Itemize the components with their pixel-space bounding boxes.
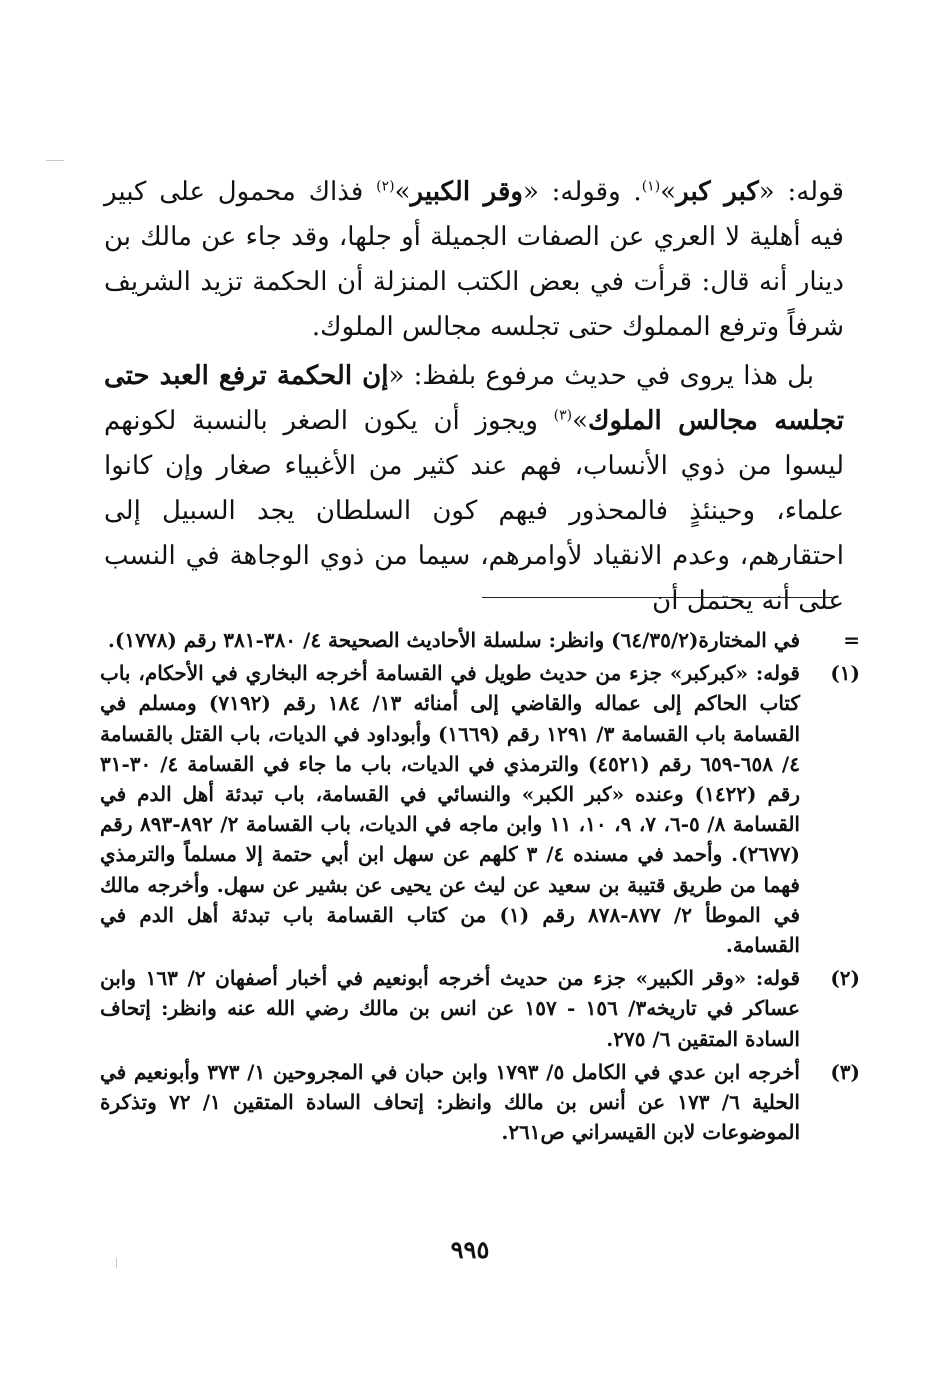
text-run: »	[572, 406, 589, 436]
footnote-continuation	[100, 625, 860, 655]
footnote-divider	[482, 597, 832, 598]
footnote-ref[interactable]: (٣)	[553, 407, 573, 424]
quoted-phrase: وقر الكبير	[410, 177, 523, 207]
footnote-2	[100, 963, 860, 1054]
footnote-text: أخرجه ابن عدي في الكامل ٥/ ١٧٩٣ وابن حبان في المجروحين ١/ ٣٧٣ وأبونعيم في الحلية ٦/ ١٧٣ عن أنس بن مالك وانظر: إتحاف السادة المتقين ١/ ٧٢ وتذكرة الموضوعات لابن القيسراني ص٢٦١.	[100, 1059, 800, 1145]
footnote-ref[interactable]: (١)	[641, 178, 661, 195]
scan-mark	[116, 1258, 117, 1268]
text-run: . وقوله: «	[522, 177, 642, 207]
paragraph-1	[104, 170, 844, 350]
footnote-number: (١)	[830, 661, 860, 686]
text-run: »	[394, 177, 411, 207]
footnote-number: (٣)	[830, 1059, 860, 1084]
text-run: بل هذا يروى في حديث مرفوع بلفظ: «	[388, 361, 814, 391]
footnote-text: قوله: «وقر الكبير» جزء من حديث أخرجه أبونعيم في أخبار أصفهان ٢/ ١٦٣ وابن عساكر في تاريخه٣/ ١٥٦ - ١٥٧ عن انس بن مالك رضي الله عنه وانظر: إتحاف السادة المتقين ٦/ ٢٧٥.	[100, 966, 801, 1051]
scan-mark	[46, 160, 64, 161]
footnote-text: في المختارة(٦٤/٣٥/٢) وانظر: سلسلة الأحاديث الصحيحة ٤/ ٣٨٠-٣٨١ رقم (١٧٧٨).	[107, 628, 800, 652]
footnote-number: =	[843, 628, 860, 652]
text-run: ويجوز أن يكون الصغر بالنسبة لكونهم ليسوا من ذوي الأنساب، فهم عند كثير من الأغبياء صغار وإن كانوا علماء، وحينئذٍ فالمحذور فيهم كون السلطان يجد السبيل إلى احتقارهم، وعدم الانقياد لأوامرهم، سيما من ذوي الوجاهة في النسب على أنه يحتمل أن	[104, 406, 844, 616]
footnote-3	[100, 1057, 860, 1148]
footnote-number: (٢)	[830, 966, 860, 991]
footnotes	[100, 625, 860, 1150]
paragraph-2	[104, 354, 844, 624]
quoted-phrase: كبر كبر	[676, 177, 759, 207]
footnote-1	[100, 658, 860, 960]
text-run: »	[660, 177, 677, 207]
quoted-phrase: إن الحكمة ترفع العبد حتى تجلسه مجالس الملوك	[104, 361, 844, 436]
footnote-ref[interactable]: (٢)	[376, 178, 395, 195]
main-text	[104, 170, 844, 624]
footnote-text: قوله: «كبركبر» جزء من حديث طويل في القسامة أخرجه البخاري في الأحكام، باب كتاب الحاكم إلى عماله والقاضي إلى أمنائه ١٣/ ١٨٤ رقم (٧١٩٢) ومسلم في القسامة باب القسامة ٣/ ١٢٩١ رقم (١٦٦٩) وأبوداود في الديات، باب القتل بالقسامة ٤/ ٦٥٨-٦٥٩ رقم (٤٥٢١) والترمذي في الديات، باب ما جاء في القسامة ٤/ ٣٠-٣١ رقم (١٤٢٢) وعنده «كبر الكبر» والنسائي في القسامة، باب تبدئة أهل الدم في القسامة ٨/ ٥-٦، ٧، ٩، ١٠، ١١ وابن ماجه في الديات، باب القسامة ٢/ ٨٩٢-٨٩٣ رقم (٢٦٧٧). وأحمد في مسنده ٤/ ٣ كلهم عن سهل ابن أبي حتمة إلا مسلماً والترمذي فهما من طريق قتيبة بن سعيد عن ليث عن يحيى عن بشير عن سهل. وأخرجه مالك في الموطأ ٢/ ٨٧٧-٨٧٨ رقم (١) من كتاب القسامة باب تبدئة أهل الدم في القسامة.	[100, 661, 801, 958]
text-run: قوله: «	[758, 177, 844, 207]
text-run: فذاك محمول على كبير فيه أهلية لا العري عن الصفات الجميلة أو جلها، وقد جاء عن مالك بن دينار أنه قال: قرأت في بعض الكتب المنزلة أن الحكمة تزيد الشريف شرفاً وترفع المملوك حتى تجلسه مجالس الملوك.	[104, 177, 844, 342]
page-number: ٩٩٥	[450, 1235, 490, 1264]
